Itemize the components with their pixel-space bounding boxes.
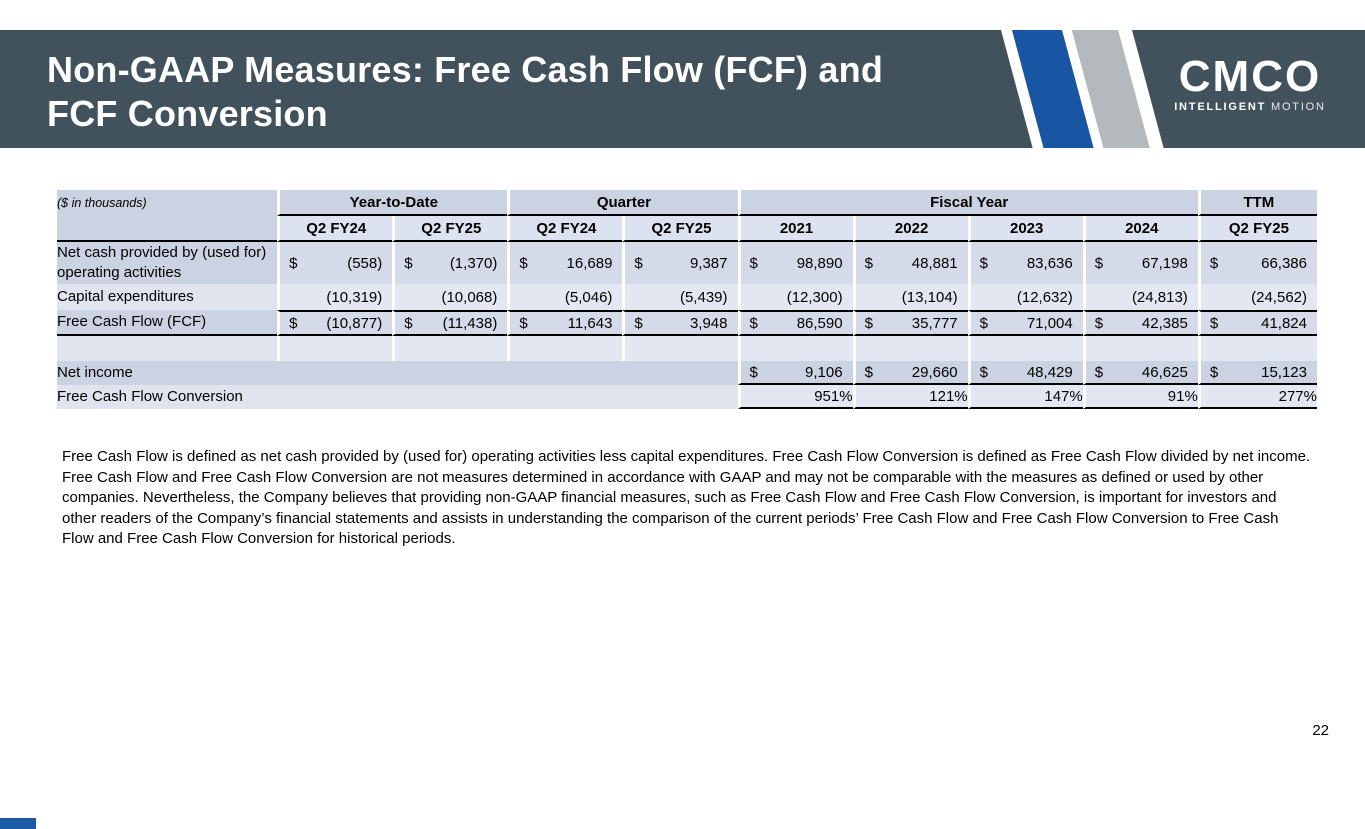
cell-value: 71,004 bbox=[1026, 314, 1073, 332]
table-row bbox=[57, 310, 1317, 336]
currency-symbol: $ bbox=[519, 314, 528, 332]
cell-value: (12,632) bbox=[1016, 288, 1073, 306]
cell-value: 11,643 bbox=[567, 314, 613, 332]
cell-r4-c1: 121% bbox=[853, 385, 968, 409]
cell-value: (11,438) bbox=[442, 314, 498, 332]
cell-r2-c1 bbox=[392, 310, 507, 336]
currency-symbol: $ bbox=[1094, 314, 1104, 332]
bottom-accent-bar bbox=[0, 818, 36, 829]
cell-r1-c5 bbox=[853, 284, 968, 310]
cell-value: (13,104) bbox=[901, 288, 958, 306]
cell-value: (24,562) bbox=[1251, 288, 1307, 306]
period-header-8: Q2 FY25 bbox=[1198, 216, 1317, 242]
page-title-line2: FCF Conversion bbox=[47, 93, 328, 134]
cell-r2-c0 bbox=[277, 310, 392, 336]
cell-r2-c3 bbox=[622, 310, 737, 336]
cell-value: 83,636 bbox=[1026, 254, 1073, 272]
spacer-cell-4 bbox=[738, 336, 853, 361]
cell-r2-c7 bbox=[1083, 310, 1198, 336]
cell-value: 3,948 bbox=[689, 314, 728, 332]
logo-wordmark: CMCO bbox=[1178, 52, 1322, 101]
cell-r3-c0 bbox=[738, 361, 853, 385]
cell-value: 66,386 bbox=[1261, 254, 1307, 272]
cell-r0-c8 bbox=[1198, 242, 1317, 284]
cell-value: 15,123 bbox=[1261, 363, 1307, 381]
cell-value: (558) bbox=[347, 254, 383, 272]
logo-tagline bbox=[1163, 101, 1337, 113]
page-number: 22 bbox=[1312, 722, 1329, 739]
table-row bbox=[57, 242, 1317, 284]
cell-r2-c4 bbox=[738, 310, 853, 336]
cell-r1-c1 bbox=[392, 284, 507, 310]
group-header-2: Fiscal Year bbox=[738, 190, 1198, 216]
currency-symbol: $ bbox=[634, 314, 643, 332]
currency-symbol: $ bbox=[749, 314, 758, 332]
footnote: Free Cash Flow is defined as net cash provided by (used for) operating activities less capital expenditures. Free Cash Flow Conversion is defined as Free Cash Flow divided by net income. Free Cash Flow and Free Cash Flow Conversion are not measures determined in accordance with GAAP and may not be comparable with the measures as defined or used by other companies. Nevertheless, the Company believes that providing non-GAAP financial measures, such as Free Cash Flow and Free Cash Flow Conversion, is important for investors and other readers of the Company’s financial statements and assists in understanding the comparison of the current periods’ Free Cash Flow and Free Cash Flow Conversion to Free Cash Flow and Free Cash Flow Conversion for historical periods. bbox=[62, 448, 1311, 547]
cell-r3-c4 bbox=[1198, 361, 1317, 385]
cell-r2-c6 bbox=[968, 310, 1083, 336]
row-label-0: Net cash provided by (used for) operating activities bbox=[57, 242, 277, 284]
currency-symbol: $ bbox=[979, 254, 988, 272]
currency-symbol: $ bbox=[864, 254, 873, 272]
cell-r4-c4: 277% bbox=[1198, 385, 1317, 409]
cell-value: 16,689 bbox=[566, 254, 613, 272]
cell-value: (24,813) bbox=[1131, 288, 1188, 306]
cell-r1-c3 bbox=[622, 284, 737, 310]
spacer-label bbox=[57, 336, 277, 361]
cell-r0-c1 bbox=[392, 242, 507, 284]
table-row bbox=[57, 190, 1317, 216]
cell-value: 42,385 bbox=[1141, 314, 1188, 332]
spacer-cell-7 bbox=[1083, 336, 1198, 361]
period-header-6: 2023 bbox=[968, 216, 1083, 242]
cell-value: (10,319) bbox=[326, 288, 383, 306]
cell-r0-c0 bbox=[277, 242, 392, 284]
cell-value: 35,777 bbox=[911, 314, 958, 332]
cell-r3-c1 bbox=[853, 361, 968, 385]
table-units-note: ($ in thousands) bbox=[57, 190, 277, 216]
currency-symbol: $ bbox=[864, 363, 873, 381]
cell-r4-c2: 147% bbox=[968, 385, 1083, 409]
spacer-cell-8 bbox=[1198, 336, 1317, 361]
currency-symbol: $ bbox=[979, 363, 988, 381]
table-corner-empty bbox=[57, 216, 277, 242]
cell-value: (5,439) bbox=[679, 288, 728, 306]
spacer-cell-2 bbox=[507, 336, 622, 361]
cell-r2-c5 bbox=[853, 310, 968, 336]
period-header-4: 2021 bbox=[738, 216, 853, 242]
spacer-cell-3 bbox=[622, 336, 737, 361]
cell-value: (5,046) bbox=[564, 288, 613, 306]
page-title-line1: Non-GAAP Measures: Free Cash Flow (FCF) and bbox=[47, 49, 884, 90]
currency-symbol: $ bbox=[1094, 254, 1104, 272]
cell-r0-c6 bbox=[968, 242, 1083, 284]
cell-r1-c7 bbox=[1083, 284, 1198, 310]
cell-value: (12,300) bbox=[786, 288, 843, 306]
currency-symbol: $ bbox=[289, 314, 298, 332]
cell-value: 41,824 bbox=[1261, 314, 1307, 332]
spacer-cell-1 bbox=[392, 336, 507, 361]
group-header-3: TTM bbox=[1198, 190, 1317, 216]
currency-symbol: $ bbox=[749, 254, 758, 272]
currency-symbol: $ bbox=[1209, 363, 1219, 381]
currency-symbol: $ bbox=[864, 314, 873, 332]
period-header-5: 2022 bbox=[853, 216, 968, 242]
page-title bbox=[47, 48, 883, 136]
table-row bbox=[57, 361, 1317, 385]
cell-r4-c0: 951% bbox=[738, 385, 853, 409]
logo-tagline-bold: INTELLIGENT bbox=[1174, 101, 1267, 113]
cell-value: 98,890 bbox=[796, 254, 843, 272]
currency-symbol: $ bbox=[404, 254, 413, 272]
cell-value: 48,881 bbox=[911, 254, 958, 272]
currency-symbol: $ bbox=[1209, 254, 1219, 272]
title-banner bbox=[0, 30, 1365, 148]
cell-r3-c3 bbox=[1083, 361, 1198, 385]
cell-value: 9,106 bbox=[805, 363, 843, 381]
cell-r4-c3: 91% bbox=[1083, 385, 1198, 409]
cell-value: 67,198 bbox=[1141, 254, 1188, 272]
cell-r1-c8 bbox=[1198, 284, 1317, 310]
cell-value: 29,660 bbox=[911, 363, 958, 381]
period-header-3: Q2 FY25 bbox=[622, 216, 737, 242]
cell-r0-c4 bbox=[738, 242, 853, 284]
period-header-0: Q2 FY24 bbox=[277, 216, 392, 242]
spacer-cell-0 bbox=[277, 336, 392, 361]
cell-r1-c6 bbox=[968, 284, 1083, 310]
cell-value: 9,387 bbox=[689, 254, 728, 272]
currency-symbol: $ bbox=[289, 254, 298, 272]
cell-value: 46,625 bbox=[1141, 363, 1188, 381]
currency-symbol: $ bbox=[404, 314, 413, 332]
period-header-2: Q2 FY24 bbox=[507, 216, 622, 242]
row-label-3: Net income bbox=[57, 361, 738, 385]
cell-r1-c2 bbox=[507, 284, 622, 310]
period-header-7: 2024 bbox=[1083, 216, 1198, 242]
table-row bbox=[57, 385, 1317, 409]
cell-r1-c0 bbox=[277, 284, 392, 310]
currency-symbol: $ bbox=[1094, 363, 1104, 381]
cell-value: (10,877) bbox=[326, 314, 383, 332]
group-header-1: Quarter bbox=[507, 190, 737, 216]
period-header-1: Q2 FY25 bbox=[392, 216, 507, 242]
spacer-cell-6 bbox=[968, 336, 1083, 361]
cell-r0-c2 bbox=[507, 242, 622, 284]
currency-symbol: $ bbox=[749, 363, 758, 381]
currency-symbol: $ bbox=[979, 314, 988, 332]
cell-value: (1,370) bbox=[449, 254, 498, 272]
currency-symbol: $ bbox=[519, 254, 528, 272]
cell-value: 86,590 bbox=[796, 314, 843, 332]
row-label-4: Free Cash Flow Conversion bbox=[57, 385, 738, 409]
fcf-table-body bbox=[57, 190, 1317, 409]
cell-r0-c5 bbox=[853, 242, 968, 284]
cell-r2-c8 bbox=[1198, 310, 1317, 336]
table-row bbox=[57, 336, 1317, 361]
cell-r0-c7 bbox=[1083, 242, 1198, 284]
company-logo bbox=[1163, 54, 1337, 113]
table-row bbox=[57, 216, 1317, 242]
cell-r2-c2 bbox=[507, 310, 622, 336]
logo-tagline-light: MOTION bbox=[1270, 101, 1326, 113]
fcf-table bbox=[57, 190, 1317, 409]
currency-symbol: $ bbox=[1209, 314, 1219, 332]
currency-symbol: $ bbox=[634, 254, 643, 272]
row-label-1: Capital expenditures bbox=[57, 284, 277, 310]
row-label-2: Free Cash Flow (FCF) bbox=[57, 310, 277, 336]
table-row bbox=[57, 284, 1317, 310]
cell-value: 48,429 bbox=[1026, 363, 1073, 381]
cell-r0-c3 bbox=[622, 242, 737, 284]
spacer-cell-5 bbox=[853, 336, 968, 361]
cell-r1-c4 bbox=[738, 284, 853, 310]
group-header-0: Year-to-Date bbox=[277, 190, 507, 216]
cell-value: (10,068) bbox=[441, 288, 498, 306]
cell-r3-c2 bbox=[968, 361, 1083, 385]
